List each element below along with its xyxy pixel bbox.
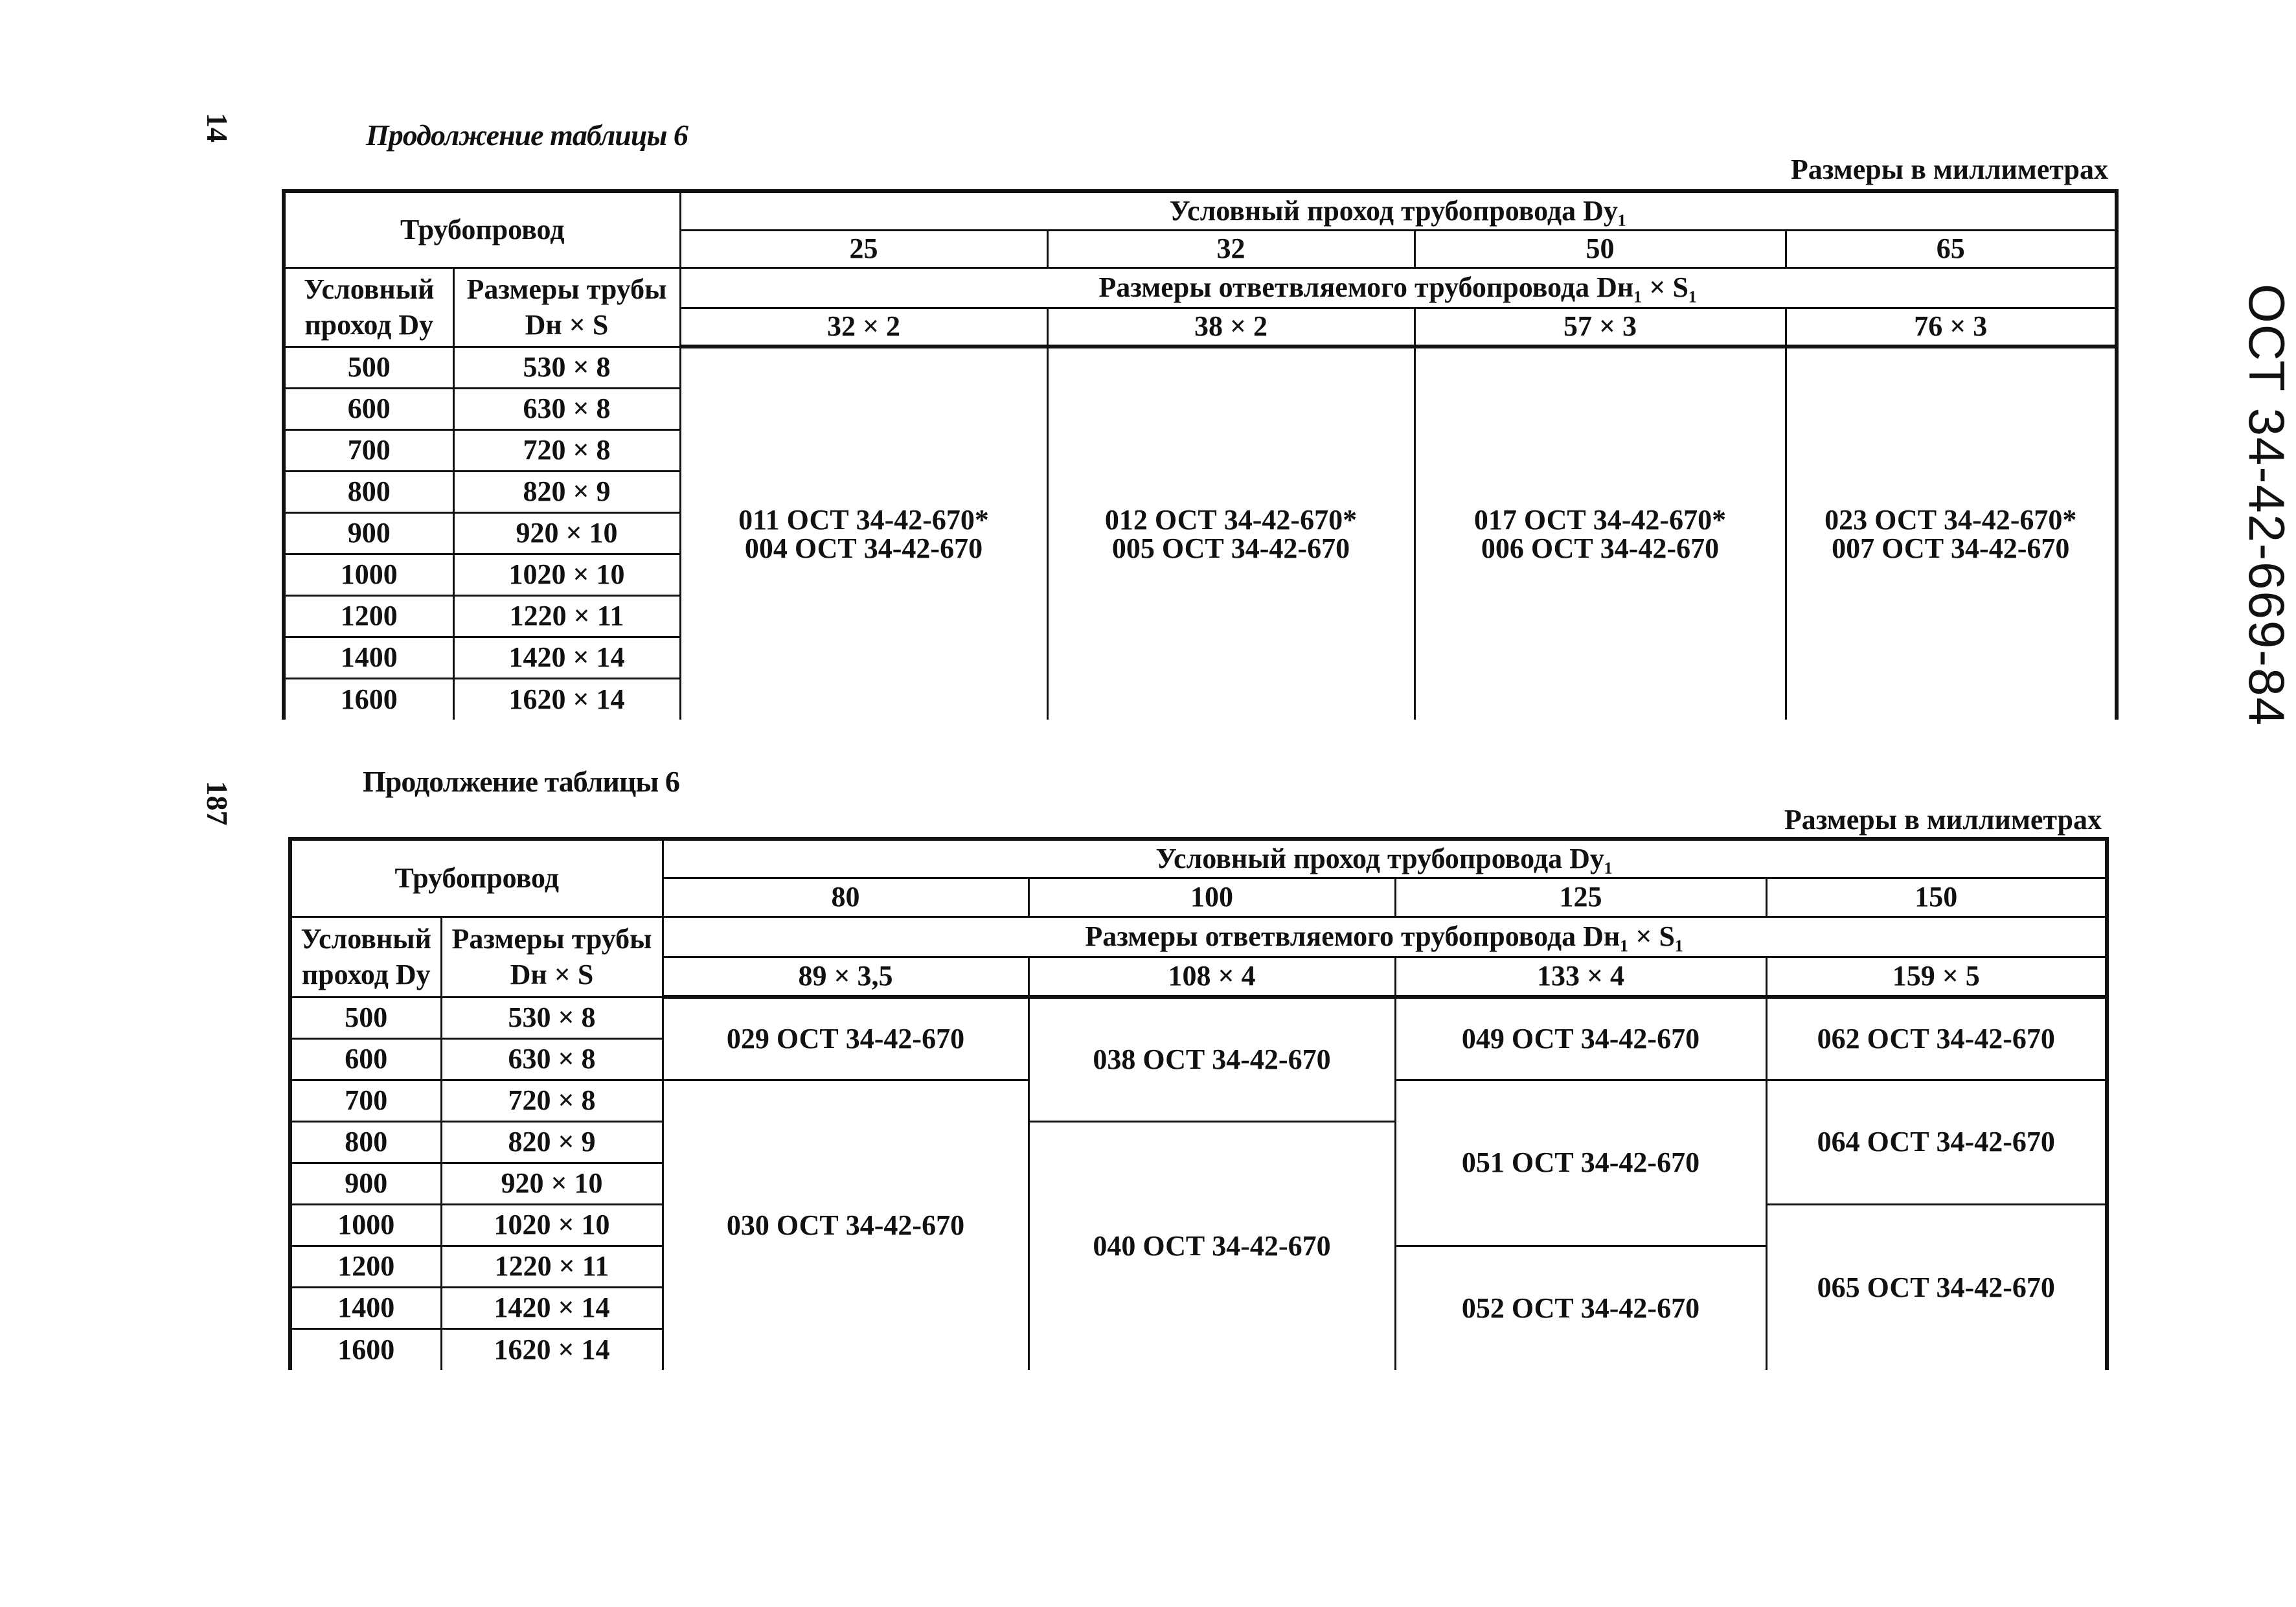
table2-units: Размеры в миллиметрах (1784, 804, 2102, 836)
table1-row-dims: 820 × 9 (453, 471, 680, 512)
table2-code-cell: 038 ОСТ 34-42-670 (1029, 997, 1395, 1121)
table2-code-cell: 064 ОСТ 34-42-670 (1766, 1080, 2107, 1204)
table2-row-dy: 1200 (290, 1246, 441, 1287)
table1-header-dy1: Условный проход трубопровода Dy₁ (680, 191, 2117, 230)
table1-header-branch: Размеры ответвляемого трубопровода Dн₁ × S₁ (680, 268, 2117, 308)
table2-code-cell: 052 ОСТ 34-42-670 (1395, 1246, 1766, 1370)
table2-row-dims: 720 × 8 (441, 1080, 663, 1121)
table1-dy1-cell: 50 (1415, 230, 1786, 268)
table1-row-dims: 1220 × 11 (453, 595, 680, 637)
table1-branch-cell: 57 × 3 (1415, 308, 1786, 347)
table2-code-cell: 051 ОСТ 34-42-670 (1395, 1080, 1766, 1246)
table2-row-dy: 1600 (290, 1328, 441, 1370)
table1-row-dims: 1620 × 14 (453, 678, 680, 720)
table2-row-dims: 630 × 8 (441, 1038, 663, 1080)
table1-row-dy: 700 (284, 429, 453, 471)
table1-branch-cell: 32 × 2 (680, 308, 1047, 347)
table2-header-dy1: Условный проход трубопровода Dy₁ (663, 839, 2107, 878)
table1-code-cell (1786, 347, 2117, 720)
table2-branch-cell: 133 × 4 (1395, 957, 1766, 997)
table1-code-line: 007 ОСТ 34-42-670 (1832, 532, 2070, 564)
table1-row-dy: 1600 (284, 678, 453, 720)
table2-dy1-cell: 80 (663, 878, 1029, 917)
table2-dy1-cell: 100 (1029, 878, 1395, 917)
table1 (282, 189, 2119, 720)
table2 (288, 837, 2109, 1370)
table1-header-pipeline: Трубопровод (284, 191, 680, 268)
table1-row-dims: 720 × 8 (453, 429, 680, 471)
table2-dy1-cell: 150 (1766, 878, 2107, 917)
table2-row-dy: 500 (290, 997, 441, 1038)
table1-code-line: 023 ОСТ 34-42-670* (1824, 503, 2077, 536)
table1-row-dy: 600 (284, 388, 453, 429)
table2-code-cell: 062 ОСТ 34-42-670 (1766, 997, 2107, 1080)
table1-caption: Продолжение таблицы 6 (366, 119, 688, 152)
table2-header-dims: Размеры трубы Dн × S (441, 917, 663, 997)
table2-code-cell: 029 ОСТ 34-42-670 (663, 997, 1029, 1080)
table2-branch-cell: 108 × 4 (1029, 957, 1395, 997)
table2-row-dy: 900 (290, 1163, 441, 1204)
table1-row-dims: 630 × 8 (453, 388, 680, 429)
table1-code-cell (680, 347, 1047, 720)
table2-code-cell: 065 ОСТ 34-42-670 (1766, 1204, 2107, 1370)
table1-branch-cell: 38 × 2 (1047, 308, 1415, 347)
table1-row-dy: 1000 (284, 554, 453, 595)
table1-row-dy: 800 (284, 471, 453, 512)
table2-row-dy: 1400 (290, 1287, 441, 1328)
table1-header-dy: Условный проход Dy (284, 268, 453, 347)
table2-row-dims: 1420 × 14 (441, 1287, 663, 1328)
table1-row-dims: 1420 × 14 (453, 637, 680, 678)
table2-branch-cell: 159 × 5 (1766, 957, 2107, 997)
table2-row-dy: 700 (290, 1080, 441, 1121)
table1-code-line: 011 ОСТ 34-42-670* (738, 503, 989, 536)
table1-header-dims: Размеры трубы Dн × S (453, 268, 680, 347)
table1-row-dy: 1400 (284, 637, 453, 678)
table2-header-branch: Размеры ответвляемого трубопровода Dн₁ × S₁ (663, 917, 2107, 957)
table2-row-dims: 920 × 10 (441, 1163, 663, 1204)
table1-row-dy: 500 (284, 347, 453, 388)
table1-code-line: 005 ОСТ 34-42-670 (1111, 532, 1350, 564)
table2-row-dims: 820 × 9 (441, 1121, 663, 1163)
document-side-title: ОСТ 34-42-669-84 (2238, 283, 2295, 727)
page-number-top: 14 (201, 113, 234, 142)
table1-code-cell (1047, 347, 1415, 720)
table2-row-dy: 1000 (290, 1204, 441, 1246)
table1-row-dy: 900 (284, 512, 453, 554)
table2-header-pipeline: Трубопровод (290, 839, 663, 917)
table1-code-line: 006 ОСТ 34-42-670 (1481, 532, 1720, 564)
table2-row-dy: 800 (290, 1121, 441, 1163)
table2-row-dims: 1020 × 10 (441, 1204, 663, 1246)
table2-code-cell: 049 ОСТ 34-42-670 (1395, 997, 1766, 1080)
table1-units: Размеры в миллиметрах (1790, 154, 2108, 185)
table1-row-dims: 920 × 10 (453, 512, 680, 554)
table2-branch-cell: 89 × 3,5 (663, 957, 1029, 997)
table1-branch-cell: 76 × 3 (1786, 308, 2117, 347)
table1-code-line: 017 ОСТ 34-42-670* (1473, 503, 1727, 536)
table1-code-line: 004 ОСТ 34-42-670 (744, 532, 983, 564)
table2-row-dy: 600 (290, 1038, 441, 1080)
table1-code-cell (1415, 347, 1786, 720)
table2-row-dims: 530 × 8 (441, 997, 663, 1038)
table2-dy1-cell: 125 (1395, 878, 1766, 917)
table1-row-dims: 530 × 8 (453, 347, 680, 388)
table1-row-dy: 1200 (284, 595, 453, 637)
table2-row-dims: 1620 × 14 (441, 1328, 663, 1370)
table2-code-cell: 040 ОСТ 34-42-670 (1029, 1121, 1395, 1370)
page-number-bottom: 187 (201, 781, 234, 826)
table2-code-cell: 030 ОСТ 34-42-670 (663, 1080, 1029, 1370)
table1-dy1-cell: 65 (1786, 230, 2117, 268)
table1-dy1-cell: 25 (680, 230, 1047, 268)
table1-row-dims: 1020 × 10 (453, 554, 680, 595)
table1-dy1-cell: 32 (1047, 230, 1415, 268)
table1-code-line: 012 ОСТ 34-42-670* (1104, 503, 1358, 536)
table2-header-dy: Условный проход Dy (290, 917, 441, 997)
table2-caption: Продолжение таблицы 6 (363, 765, 679, 798)
table2-row-dims: 1220 × 11 (441, 1246, 663, 1287)
